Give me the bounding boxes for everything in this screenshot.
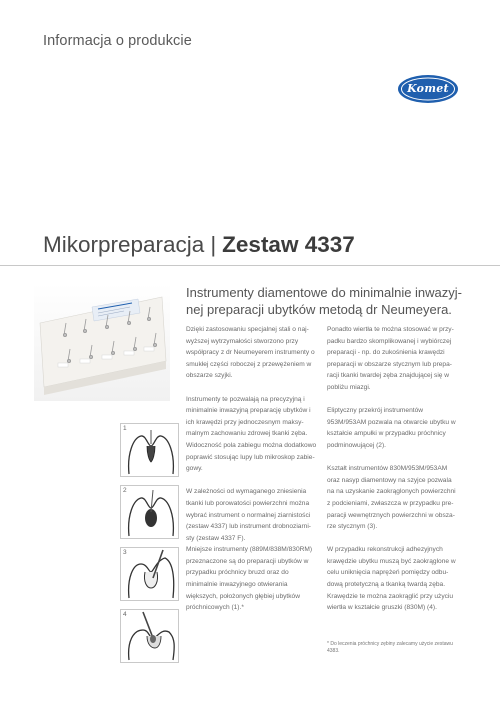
paragraph: Ponadto wiertła te można stosować w przy-padku bardzo skomplikowanej i wybiórczej preparacji - np. do zukośnienia krawędzi preparacji w obszarze stycznym lub prepa-racji tkanki twardej zęba znajdującej się w pobliżu miazgi. <box>327 326 454 391</box>
step-2-illustration <box>120 485 179 539</box>
step-number: 2 <box>123 487 127 494</box>
title-divider <box>0 265 500 266</box>
tooth-cavity-icon <box>121 548 180 602</box>
title-separator: | <box>210 232 217 257</box>
step-4-illustration <box>120 609 179 663</box>
step-1-illustration <box>120 423 179 477</box>
product-headline: Instrumenty diamentowe do minimalnie inwazyj-nej preparacji ubytków metodą dr Neumeyera. <box>186 285 463 317</box>
paragraph: Eliptyczny przekrój instrumentów 953M/953AM pozwala na otwarcie ubytku w kształcie ampułki w przypadku próchnicy podminowującej (2). <box>327 407 456 449</box>
tooth-cavity-icon <box>121 486 180 540</box>
step-number: 1 <box>123 425 127 432</box>
footnote: * Do leczenia próchnicy zębiny zalecamy użycie zestawu 4383. <box>327 641 453 654</box>
body-column-left <box>186 324 318 625</box>
body-column-right <box>327 324 459 625</box>
paragraph: Kształt instrumentów 830M/953M/953AM oraz nasyp diamentowy na szyjce pozwala na na uzyskanie zaokrąglonych powierzchni z podcieniami, zwłaszcza w przypadku pre-paracji wewnętrznych powierzchni w obsza-rze stycznym (3). <box>327 465 456 531</box>
bur-set-box-illustration <box>34 283 170 401</box>
paragraph: Dzięki zastosowaniu specjalnej stali o naj-wyższej wytrzymałości stworzono przy współpracy z dr Neumeyerem instrumenty o smukłej części roboczej z przewężeniem w obszarze szyjki. <box>186 326 315 380</box>
paragraph: W przypadku rekonstrukcji adhezyjnych krawędzie ubytku muszą być zaokrąglone w celu uniknięcia naprężeń pomiędzy odbu-dową protetyczną a tkanką twardą zęba. Krawędzie te można zaokrąglić przy użyciu wiertła w kształcie gruszki (830M) (4). <box>327 546 456 612</box>
logo-text: Komet <box>407 82 449 95</box>
preparation-steps <box>120 423 179 663</box>
step-number: 3 <box>123 549 127 556</box>
page-header-label: Informacja o produkcie <box>43 33 192 49</box>
paragraph: W zależności od wymaganego zniesienia tkanki lub porowatości powierzchni można wybrać instrument o normalnej ziarnistości (zestaw 4337) lub instrument drobnoziarni-sty (zestaw 4337 F). Mniejsze instrumenty (889M/838M/830RM) przeznaczone są do preparacji ubytków w przypadku próchnicy bruzd oraz do minimalnie inwazyjnego otwierania większych, położonych głębiej ubytków próchnicowych (1).* <box>186 488 313 612</box>
step-number: 4 <box>123 611 127 618</box>
step-3-illustration <box>120 547 179 601</box>
product-photo <box>34 283 170 401</box>
title-main: Mikorpreparacja <box>43 232 205 257</box>
paragraph: Instrumenty te pozwalają na precyzyjną i minimalnie inwazyjną preparację ubytków i ich krawędzi przy jednoczesnym maksy-malnym zachowaniu zdrowej tkanki zęba. Widoczność pola zabiegu można dodatkowo poprawić stosując lupy lub mikroskop zabie-gowy. <box>186 395 317 473</box>
komet-logo <box>397 74 459 104</box>
page-title <box>43 232 355 258</box>
title-bold: Zestaw 4337 <box>222 232 355 257</box>
tooth-cavity-icon <box>121 424 180 478</box>
tooth-cavity-icon <box>121 610 180 664</box>
